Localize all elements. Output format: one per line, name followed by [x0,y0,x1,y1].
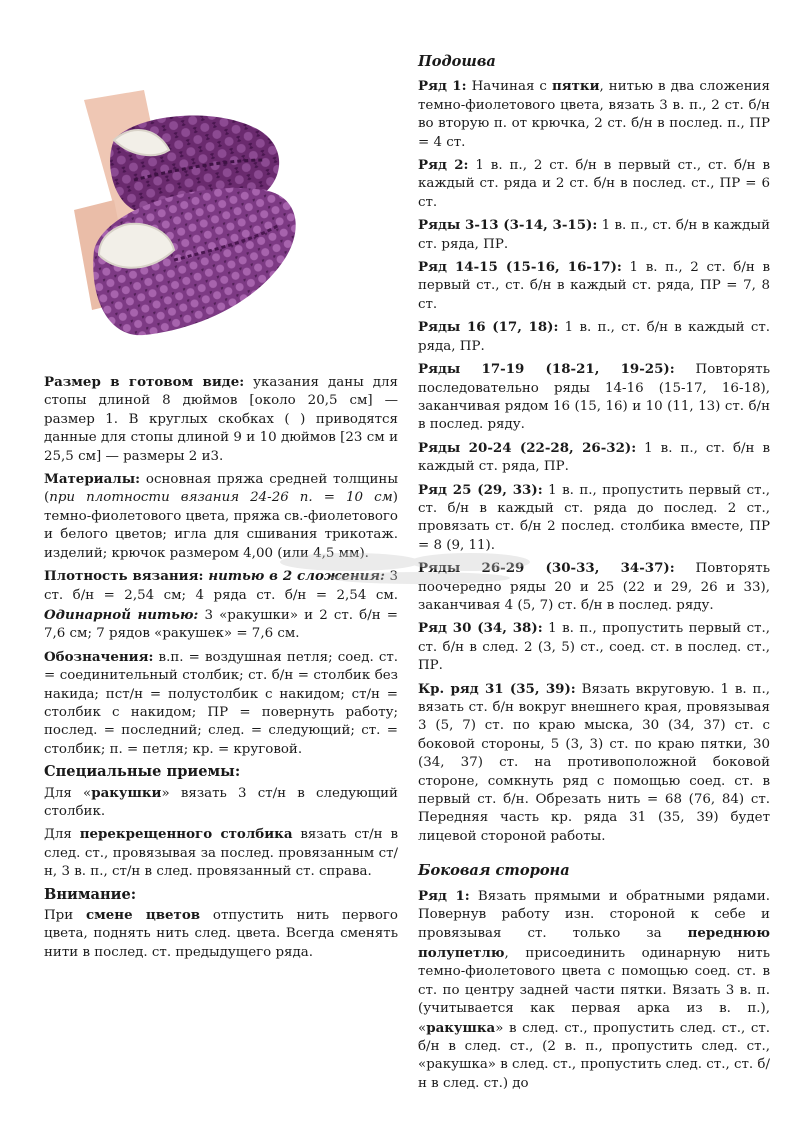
shell-paragraph: Для «ракушки» вязать 3 ст/н в следующий столбик. [44,784,398,819]
special-techniques-heading: Специальные приемы: [44,763,241,781]
gauge-label: Плотность вязания: [44,568,204,585]
sole-rows-16: Ряды 16 (17, 18): 1 в. п., ст. б/н в каждый ст. ряда, ПР. [418,319,770,354]
sole-rows-26-29: Ряды 26-29 (30-33, 34-37): Повторять поочередно ряды 20 и 25 (22 и 29, 26 и 33), заканчивая 4 (5, 7) ст. б/н в послед. ряду. [418,560,770,613]
materials-label: Материалы: [44,471,141,488]
slippers-photo [74,60,326,360]
sole-row-1: Ряд 1: Начиная с пятки, нитью в два сложения темно-фиолетового цвета, вязать 3 в. п., 2 ст. б/н во вторую п. от крючка, 2 ст. б/н в послед. п., ПР = 4 ст. [418,78,770,150]
left-column [44,373,398,966]
crossed-stitch-paragraph: Для перекрещенного столбика вязать ст/н в след. ст., провязывая за послед. провязанным ст/н, 3 в. п., ст/н в след. провязанный ст. справа. [44,826,398,880]
sole-row-30: Ряд 30 (34, 38): 1 в. п., пропустить первый ст., ст. б/н в след. 2 (3, 5) ст., соед. ст. в послед. ст., ПР. [418,620,770,674]
sole-rows-17-19: Ряды 17-19 (18-21, 19-25): Повторять последовательно ряды 14-16 (15-17, 16-18), заканчивая рядом 16 (15, 16) и 10 (11, 13) ст. б/н в послед. ряду. [418,361,770,433]
sole-heading: Подошва [418,53,496,70]
sole-row-25: Ряд 25 (29, 33): 1 в. п., пропустить первый ст., ст. б/н в каждый ст. ряда до послед. 2 ст., провязать ст. б/н 2 послед. столбика вместе, ПР = 8 (9, 11). [418,481,770,553]
sole-rows-14-15: Ряд 14-15 (15-16, 16-17): 1 в. п., 2 ст. б/н в первый ст., ст. б/н в каждый ст. ряда, ПР = 7, 8 ст. [418,259,770,312]
slippers-illustration [74,60,326,360]
abbreviations-paragraph: Обозначения: в.п. = воздушная петля; соед. ст. = соединительный столбик; ст. б/н = столбик без накида; пст/н = полустолбик с накидом; ст/н = столбик с накидом; ПР = повернуть работу; послед. = последний; след. = следующий; ст. = столбик; п. = петля; кр. = круговой. [44,648,398,757]
size-paragraph: Размер в готовом виде: указания даны для стопы длиной 8 дюймов [около 20,5 см] — размер 1. В круглых скобках ( ) приводятся данные для стопы длиной 9 и 10 дюймов [23 см и 25,5 см] — размеры 2 и3. [44,374,398,464]
gauge-paragraph: Плотность вязания: нитью в 2 сложения: 3 ст. б/н = 2,54 см; 4 ряда ст. б/н = 2,54 см. Одинарной нитью: 3 «ракушки» и 2 ст. б/н = 7,6 см; 7 рядов «ракушек» = 7,6 см. [44,568,398,642]
sole-row-2: Ряд 2: 1 в. п., 2 ст. б/н в первый ст., ст. б/н в каждый ст. ряда и 2 ст. б/н в послед. ст., ПР = 6 ст. [418,157,771,210]
attention-heading: Внимание: [44,885,137,903]
materials-paragraph: Материалы: основная пряжа средней толщины (при плотности вязания 24-26 п. = 10 см) темно-фиолетового цвета, пряжа св.-фиолетового и белого цветов; игла для сшивания трикотаж. изделий; крючок размером 4,00 (или 4,5 мм). [44,471,398,561]
attention-paragraph: При смене цветов отпустить нить первого цвета, поднять нить след. цвета. Всегда сменять нити в послед. ст. предыдущего ряда. [44,906,398,960]
abbreviations-label: Обозначения: [44,648,154,665]
side-row-1: Ряд 1: Вязать прямыми и обратными рядами. Повернув работу изн. стороной к себе и провязывая ст. только за переднюю полупетлю, присоединить одинарную нить темно-фиолетового цвета с помощью соед. ст. в ст. по центру задней части пятки. Вязать 3 в. п. (учитывается как первая арка из в. п.), «ракушка» в след. ст., пропустить след. ст., ст. б/н в след. ст., (2 в. п., пропустить след. ст., «ракушка» в след. ст., пропустить след. ст., ст. б/н в след. ст.) до [418,887,770,1091]
side-heading: Боковая сторона [418,862,570,880]
sole-rows-20-24: Ряды 20-24 (22-28, 26-32): 1 в. п., ст. б/н в каждый ст. ряда, ПР. [418,439,770,475]
right-column [418,53,770,1097]
sole-round-31: Кр. ряд 31 (35, 39): Вязать вкруговую. 1 в. п., вязать ст. б/н вокруг внешнего края, провязывая 3 (5, 7) ст. по краю мыска, 30 (34, 37) ст. с боковой стороны, 5 (3, 3) ст. по краю пятки, 30 (34, 37) ст. на противоположной боковой стороне, сомкнуть ряд с помощью соед. ст. в первый ст. б/н. Обрезать нить = 68 (76, 84) ст. Передняя часть кр. ряда 31 (35, 39) будет лицевой стороной работы. [418,680,770,844]
size-label: Размер в готовом виде: [44,374,245,390]
sole-rows-3-13: Ряды 3-13 (3-14, 3-15): 1 в. п., ст. б/н в каждый ст. ряда, ПР. [418,217,770,252]
